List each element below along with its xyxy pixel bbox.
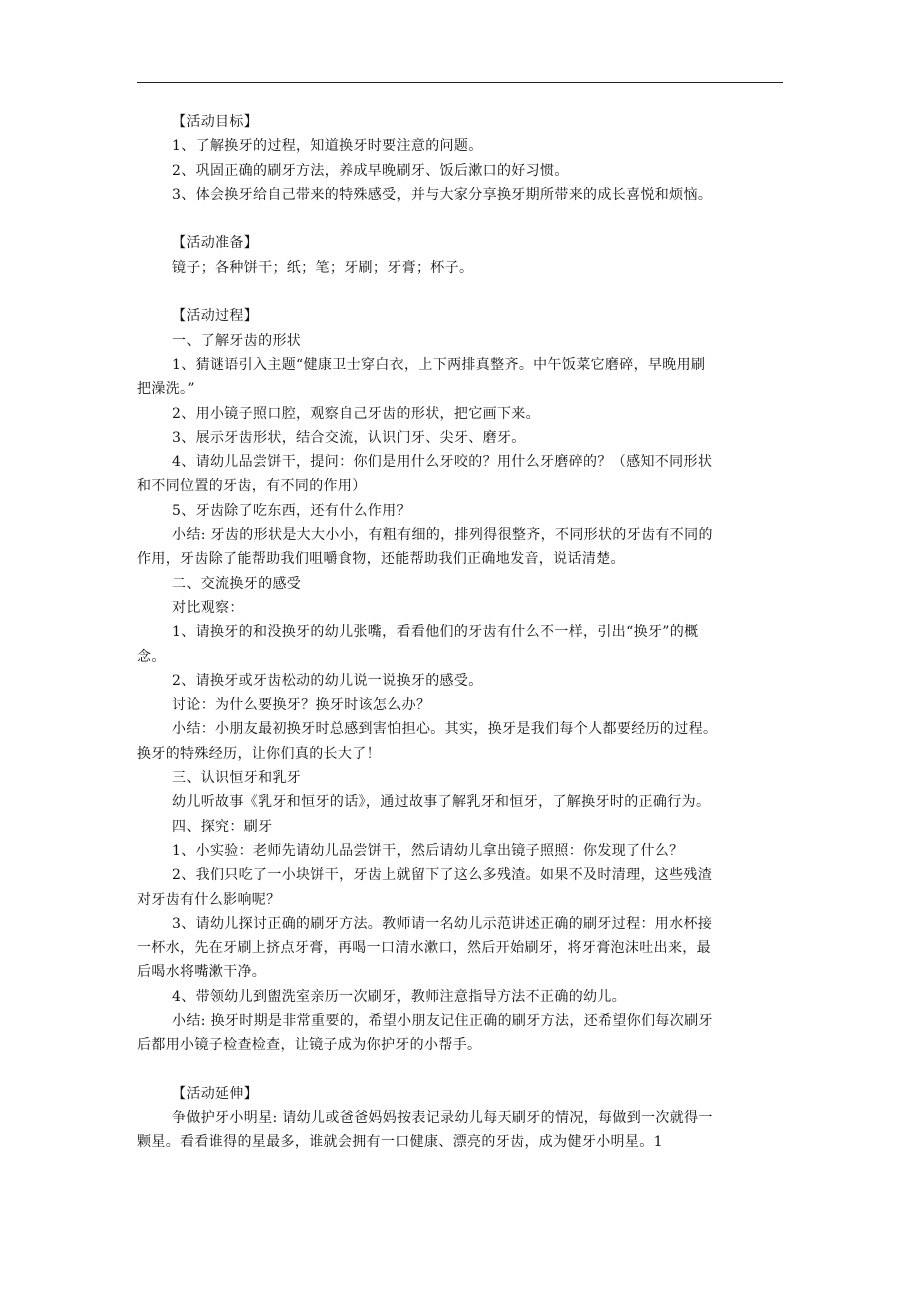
paragraph-line: 小结: 换牙时期是非常重要的，希望小朋友记住正确的刷牙方法，还希望你们每次刷牙 (172, 1012, 713, 1029)
paragraph-line: 5、牙齿除了吃东西，还有什么作用？ (172, 502, 411, 519)
paragraph-line: 争做护牙小明星: 请幼儿或爸爸妈妈按表记录幼儿每天刷牙的情况，每做到一次就得一 (172, 1110, 713, 1127)
document-body (137, 110, 787, 1155)
paragraph-line: 镜子；各种饼干；纸；笔；牙刷；牙膏；杯子。 (172, 259, 474, 276)
paragraph-line: 2、巩固正确的刷牙方法，养成早晚刷牙、饭后漱口的好习惯。 (172, 162, 569, 179)
section-gap (137, 207, 787, 231)
section-gap (137, 280, 787, 304)
paragraph-line: 一杯水，先在牙刷上挤点牙膏，再喝一口清水漱口，然后开始刷牙，将牙膏泡沫吐出来，最 (137, 940, 711, 957)
paragraph-line: 和不同位置的牙齿，有不同的作用） (137, 478, 367, 495)
paragraph-line: 2、用小镜子照口腔，观察自己牙齿的形状，把它画下来。 (172, 405, 541, 422)
paragraph-line: 1、小实验：老师先请幼儿品尝饼干，然后请幼儿拿出镜子照照：你发现了什么？ (172, 842, 684, 859)
paragraph-line: 4、带领幼儿到盥洗室亲历一次刷牙，教师注意指导方法不正确的幼儿。 (172, 988, 627, 1005)
paragraph-line: 2、请换牙或牙齿松动的幼儿说一说换牙的感受。 (172, 672, 483, 689)
paragraph-line: 换牙的特殊经历，让你们真的长大了！ (137, 745, 381, 762)
paragraph-line: 对牙齿有什么影响呢？ (137, 891, 281, 908)
section-heading: 【活动延伸】 (172, 1085, 259, 1102)
paragraph-line: 1、请换牙的和没换牙的幼儿张嘴，看看他们的牙齿有什么不一样，引出“换牙”的概 (172, 624, 699, 641)
paragraph-line: 四、探究：刷牙 (172, 818, 273, 835)
paragraph-line: 后喝水将嘴漱干净。 (137, 964, 267, 981)
paragraph-line: 三、认识恒牙和乳牙 (172, 770, 302, 787)
paragraph-line: 后都用小镜子检查检查，让镜子成为你护牙的小帮手。 (137, 1037, 482, 1054)
paragraph-line: 一、了解牙齿的形状 (172, 332, 302, 349)
paragraph-line: 3、体会换牙给自己带来的特殊感受，并与大家分享换牙期所带来的成长喜悦和烦恼。 (172, 186, 713, 203)
section-heading: 【活动目标】 (172, 114, 259, 130)
paragraph-line: 把澡洗。” (137, 381, 195, 398)
paragraph-line: 颗星。看看谁得的星最多，谁就会拥有一口健康、漂亮的牙齿，成为健牙小明星。1 (137, 1134, 663, 1151)
section-heading: 【活动准备】 (172, 235, 259, 252)
paragraph-line: 4、请幼儿品尝饼干，提问：你们是用什么牙咬的？用什么牙磨碎的？（感知不同形状 (172, 454, 713, 471)
paragraph-line: 小结：小朋友最初换牙时总感到害怕担心。其实，换牙是我们每个人都要经历的过程。 (172, 721, 718, 738)
paragraph-line: 1、了解换牙的过程，知道换牙时要注意的问题。 (172, 138, 483, 155)
paragraph-line: 小结: 牙齿的形状是大大小小，有粗有细的，排列得很整齐，不同形状的牙齿有不同的 (172, 527, 713, 544)
paragraph-line: 1、猜谜语引入主题“健康卫士穿白衣，上下两排真整齐。中午饭菜它磨碎，早晚用刷 (172, 356, 706, 373)
section-gap (137, 1058, 787, 1082)
paragraph-line: 作用，牙齿除了能帮助我们咀嚼食物，还能帮助我们正确地发音，说话清楚。 (137, 551, 625, 568)
paragraph-line: 念。 (137, 648, 166, 665)
section-heading: 【活动过程】 (172, 308, 259, 325)
paragraph-line: 二、交流换牙的感受 (172, 575, 302, 592)
paragraph-line: 3、请幼儿探讨正确的刷牙方法。教师请一名幼儿示范讲述正确的刷牙过程：用水杯接 (172, 915, 713, 932)
paragraph-line: 讨论：为什么要换牙？换牙时该怎么办？ (172, 697, 431, 714)
paragraph-line: 3、展示牙齿形状，结合交流，认识门牙、尖牙、磨牙。 (172, 429, 526, 446)
paragraph-line: 幼儿听故事《乳牙和恒牙的话》，通过故事了解乳牙和恒牙，了解换牙时的正确行为。 (172, 794, 711, 811)
paragraph-line: 对比观察： (172, 599, 244, 616)
paragraph-line: 2、我们只吃了一小块饼干，牙齿上就留下了这么多残渣。如果不及时清理，这些残渣 (172, 867, 713, 884)
header-rule (137, 82, 783, 83)
